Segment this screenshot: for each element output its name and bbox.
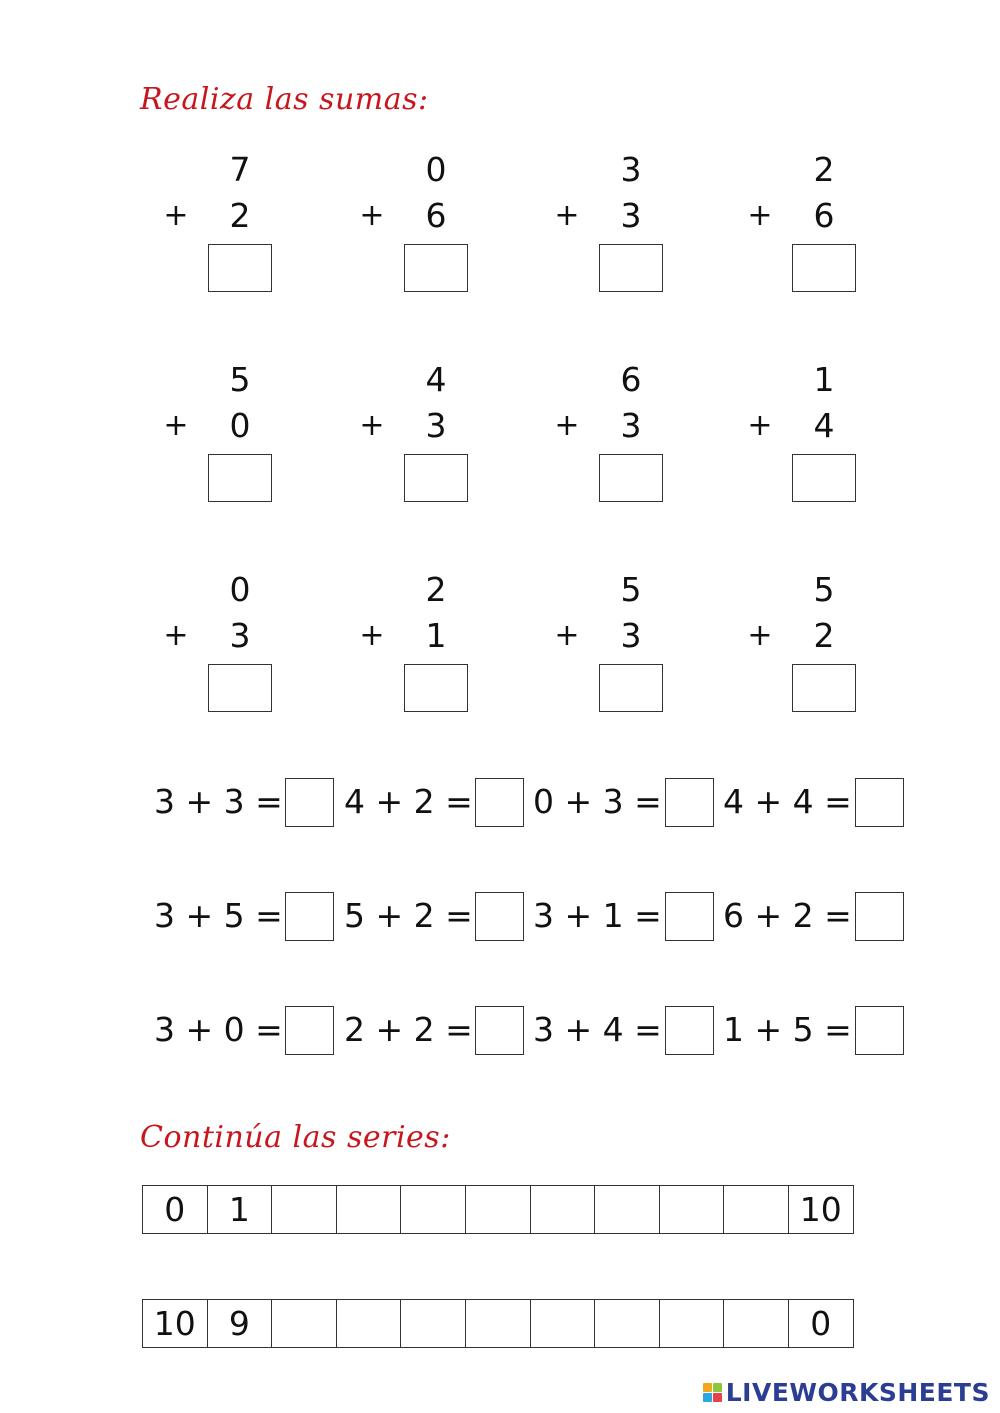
series-given-cell: 1 xyxy=(208,1186,273,1233)
equation-text: 3 + 5 = xyxy=(154,896,283,935)
answer-box[interactable] xyxy=(404,244,468,292)
answer-box[interactable] xyxy=(208,664,272,712)
plus-sign: + xyxy=(359,198,385,233)
answer-box[interactable] xyxy=(599,664,663,712)
series-blank-cell[interactable] xyxy=(531,1300,596,1347)
plus-sign: + xyxy=(554,408,580,443)
answer-box[interactable] xyxy=(404,454,468,502)
answer-box[interactable] xyxy=(475,1006,524,1055)
addend-bottom: 2 xyxy=(813,616,835,655)
liveworksheets-logo-icon xyxy=(703,1383,722,1402)
logo-square xyxy=(703,1383,712,1392)
equation-text: 6 + 2 = xyxy=(723,896,852,935)
equation-text: 3 + 3 = xyxy=(154,782,283,821)
series-blank-cell[interactable] xyxy=(531,1186,596,1233)
logo-square xyxy=(703,1393,712,1402)
series-blank-cell[interactable] xyxy=(595,1186,660,1233)
plus-sign: + xyxy=(163,618,189,653)
addend-top: 1 xyxy=(813,360,835,399)
addend-top: 7 xyxy=(229,150,251,189)
plus-sign: + xyxy=(359,618,385,653)
equation-text: 3 + 1 = xyxy=(533,896,662,935)
equation-text: 4 + 2 = xyxy=(344,782,473,821)
answer-box[interactable] xyxy=(792,454,856,502)
series-row xyxy=(142,1185,854,1234)
plus-sign: + xyxy=(747,618,773,653)
addend-bottom: 0 xyxy=(229,406,251,445)
series-heading: Continúa las series: xyxy=(140,1120,451,1155)
addend-bottom: 3 xyxy=(425,406,447,445)
series-blank-cell[interactable] xyxy=(272,1300,337,1347)
plus-sign: + xyxy=(747,408,773,443)
series-blank-cell[interactable] xyxy=(272,1186,337,1233)
series-given-cell: 10 xyxy=(789,1186,854,1233)
addend-bottom: 1 xyxy=(425,616,447,655)
answer-box[interactable] xyxy=(665,778,714,827)
series-blank-cell[interactable] xyxy=(401,1300,466,1347)
equation-text: 3 + 0 = xyxy=(154,1010,283,1049)
equation-text: 4 + 4 = xyxy=(723,782,852,821)
answer-box[interactable] xyxy=(855,1006,904,1055)
addend-bottom: 6 xyxy=(813,196,835,235)
series-row xyxy=(142,1299,854,1348)
answer-box[interactable] xyxy=(208,454,272,502)
addend-top: 5 xyxy=(229,360,251,399)
addend-top: 0 xyxy=(425,150,447,189)
answer-box[interactable] xyxy=(792,244,856,292)
series-given-cell: 9 xyxy=(208,1300,273,1347)
addend-bottom: 4 xyxy=(813,406,835,445)
series-blank-cell[interactable] xyxy=(466,1300,531,1347)
addend-top: 0 xyxy=(229,570,251,609)
series-blank-cell[interactable] xyxy=(466,1186,531,1233)
plus-sign: + xyxy=(747,198,773,233)
answer-box[interactable] xyxy=(208,244,272,292)
addend-bottom: 3 xyxy=(229,616,251,655)
addend-top: 5 xyxy=(620,570,642,609)
answer-box[interactable] xyxy=(599,454,663,502)
answer-box[interactable] xyxy=(285,778,334,827)
series-blank-cell[interactable] xyxy=(337,1300,402,1347)
series-blank-cell[interactable] xyxy=(724,1186,789,1233)
series-blank-cell[interactable] xyxy=(595,1300,660,1347)
answer-box[interactable] xyxy=(665,1006,714,1055)
series-blank-cell[interactable] xyxy=(660,1300,725,1347)
series-blank-cell[interactable] xyxy=(401,1186,466,1233)
addend-top: 3 xyxy=(620,150,642,189)
answer-box[interactable] xyxy=(285,892,334,941)
series-given-cell: 0 xyxy=(143,1186,208,1233)
addend-top: 2 xyxy=(813,150,835,189)
series-blank-cell[interactable] xyxy=(724,1300,789,1347)
addend-top: 2 xyxy=(425,570,447,609)
answer-box[interactable] xyxy=(475,892,524,941)
answer-box[interactable] xyxy=(285,1006,334,1055)
liveworksheets-logo xyxy=(703,1378,990,1407)
plus-sign: + xyxy=(554,618,580,653)
addend-bottom: 6 xyxy=(425,196,447,235)
answer-box[interactable] xyxy=(665,892,714,941)
equation-text: 3 + 4 = xyxy=(533,1010,662,1049)
plus-sign: + xyxy=(163,408,189,443)
series-blank-cell[interactable] xyxy=(337,1186,402,1233)
answer-box[interactable] xyxy=(792,664,856,712)
equation-text: 0 + 3 = xyxy=(533,782,662,821)
logo-square xyxy=(713,1393,722,1402)
logo-text: LIVEWORKSHEETS xyxy=(725,1378,990,1407)
equation-text: 5 + 2 = xyxy=(344,896,473,935)
plus-sign: + xyxy=(359,408,385,443)
answer-box[interactable] xyxy=(475,778,524,827)
sums-heading: Realiza las sumas: xyxy=(140,82,429,117)
answer-box[interactable] xyxy=(855,778,904,827)
answer-box[interactable] xyxy=(404,664,468,712)
addend-bottom: 3 xyxy=(620,406,642,445)
plus-sign: + xyxy=(163,198,189,233)
addend-top: 4 xyxy=(425,360,447,399)
addend-top: 6 xyxy=(620,360,642,399)
addend-bottom: 3 xyxy=(620,616,642,655)
equation-text: 2 + 2 = xyxy=(344,1010,473,1049)
series-given-cell: 0 xyxy=(789,1300,854,1347)
logo-square xyxy=(713,1383,722,1392)
equation-text: 1 + 5 = xyxy=(723,1010,852,1049)
addend-top: 5 xyxy=(813,570,835,609)
series-given-cell: 10 xyxy=(143,1300,208,1347)
answer-box[interactable] xyxy=(599,244,663,292)
answer-box[interactable] xyxy=(855,892,904,941)
addend-bottom: 2 xyxy=(229,196,251,235)
plus-sign: + xyxy=(554,198,580,233)
series-blank-cell[interactable] xyxy=(660,1186,725,1233)
addend-bottom: 3 xyxy=(620,196,642,235)
